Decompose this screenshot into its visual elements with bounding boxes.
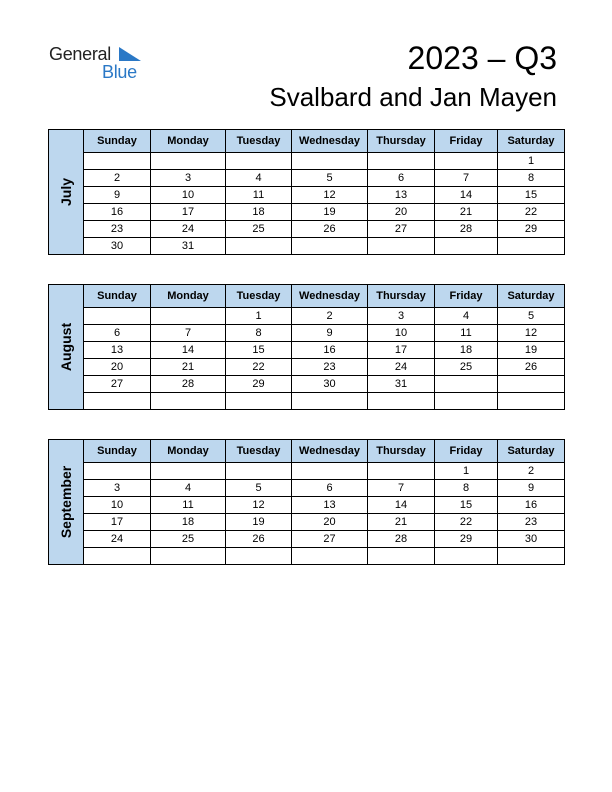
day-cell [151, 393, 226, 410]
page-title: 2023 – Q3 [407, 40, 557, 76]
weekday-header: Wednesday [292, 130, 368, 153]
day-cell [84, 463, 151, 480]
day-cell: 25 [435, 359, 498, 376]
day-cell: 1 [226, 308, 292, 325]
week-row [49, 170, 565, 187]
day-cell: 14 [368, 497, 435, 514]
day-cell: 19 [226, 514, 292, 531]
day-cell: 29 [226, 376, 292, 393]
day-cell: 20 [368, 204, 435, 221]
day-cell: 23 [84, 221, 151, 238]
day-cell [292, 463, 368, 480]
day-cell: 30 [498, 531, 565, 548]
day-cell: 31 [151, 238, 226, 255]
day-cell: 25 [226, 221, 292, 238]
weekday-header: Friday [435, 285, 498, 308]
day-cell [435, 153, 498, 170]
weekday-header: Sunday [84, 285, 151, 308]
week-row [49, 463, 565, 480]
day-cell [226, 153, 292, 170]
weekday-header: Monday [151, 130, 226, 153]
day-cell: 20 [292, 514, 368, 531]
day-cell: 25 [151, 531, 226, 548]
weekday-header-row [49, 130, 565, 153]
week-row [49, 325, 565, 342]
logo [49, 44, 159, 84]
day-cell: 15 [498, 187, 565, 204]
day-cell: 11 [435, 325, 498, 342]
day-cell [292, 238, 368, 255]
day-cell: 21 [368, 514, 435, 531]
day-cell: 13 [368, 187, 435, 204]
weekday-header: Tuesday [226, 440, 292, 463]
week-row [49, 221, 565, 238]
day-cell [498, 376, 565, 393]
day-cell [368, 393, 435, 410]
day-cell: 30 [292, 376, 368, 393]
day-cell: 11 [151, 497, 226, 514]
day-cell: 12 [498, 325, 565, 342]
day-cell: 9 [84, 187, 151, 204]
week-row [49, 480, 565, 497]
week-row [49, 359, 565, 376]
day-cell [435, 393, 498, 410]
page-subtitle: Svalbard and Jan Mayen [269, 82, 557, 112]
weekday-header-row [49, 440, 565, 463]
day-cell: 26 [498, 359, 565, 376]
day-cell [226, 393, 292, 410]
month-calendar-september [48, 439, 564, 565]
week-row [49, 548, 565, 565]
month-label-cell [49, 285, 84, 410]
day-cell: 17 [368, 342, 435, 359]
day-cell: 20 [84, 359, 151, 376]
day-cell: 26 [292, 221, 368, 238]
day-cell: 27 [368, 221, 435, 238]
day-cell: 16 [498, 497, 565, 514]
week-row [49, 531, 565, 548]
day-cell: 5 [226, 480, 292, 497]
day-cell [226, 548, 292, 565]
weekday-header: Thursday [368, 130, 435, 153]
day-cell [151, 308, 226, 325]
day-cell [368, 463, 435, 480]
day-cell [435, 238, 498, 255]
day-cell: 23 [498, 514, 565, 531]
day-cell: 22 [498, 204, 565, 221]
calendar-table [48, 284, 565, 410]
day-cell: 2 [498, 463, 565, 480]
day-cell: 28 [151, 376, 226, 393]
week-row [49, 153, 565, 170]
month-name: September [58, 465, 74, 539]
day-cell [368, 548, 435, 565]
day-cell: 12 [292, 187, 368, 204]
day-cell: 24 [151, 221, 226, 238]
weekday-header: Sunday [84, 440, 151, 463]
day-cell: 30 [84, 238, 151, 255]
day-cell: 19 [292, 204, 368, 221]
month-calendar-july [48, 129, 564, 255]
week-row [49, 238, 565, 255]
weekday-header: Tuesday [226, 285, 292, 308]
week-row [49, 376, 565, 393]
day-cell: 8 [498, 170, 565, 187]
day-cell: 5 [292, 170, 368, 187]
day-cell [84, 153, 151, 170]
day-cell: 11 [226, 187, 292, 204]
day-cell: 15 [435, 497, 498, 514]
day-cell: 7 [368, 480, 435, 497]
day-cell: 24 [84, 531, 151, 548]
month-calendar-august [48, 284, 564, 410]
day-cell: 22 [435, 514, 498, 531]
day-cell [368, 238, 435, 255]
day-cell: 13 [84, 342, 151, 359]
day-cell [151, 548, 226, 565]
day-cell: 12 [226, 497, 292, 514]
day-cell: 17 [151, 204, 226, 221]
month-label-cell [49, 130, 84, 255]
day-cell: 19 [498, 342, 565, 359]
day-cell: 21 [435, 204, 498, 221]
day-cell [151, 153, 226, 170]
day-cell: 28 [368, 531, 435, 548]
weekday-header: Wednesday [292, 440, 368, 463]
day-cell: 6 [292, 480, 368, 497]
week-row [49, 308, 565, 325]
weekday-header: Sunday [84, 130, 151, 153]
day-cell: 31 [368, 376, 435, 393]
day-cell: 29 [435, 531, 498, 548]
week-row [49, 393, 565, 410]
day-cell: 16 [84, 204, 151, 221]
day-cell: 21 [151, 359, 226, 376]
day-cell: 4 [226, 170, 292, 187]
day-cell: 7 [151, 325, 226, 342]
day-cell [84, 548, 151, 565]
month-label-cell [49, 440, 84, 565]
day-cell: 27 [292, 531, 368, 548]
day-cell [435, 376, 498, 393]
day-cell: 8 [435, 480, 498, 497]
week-row [49, 497, 565, 514]
weekday-header: Tuesday [226, 130, 292, 153]
day-cell: 3 [368, 308, 435, 325]
day-cell: 8 [226, 325, 292, 342]
day-cell: 16 [292, 342, 368, 359]
day-cell: 4 [435, 308, 498, 325]
day-cell: 24 [368, 359, 435, 376]
day-cell [292, 548, 368, 565]
week-row [49, 342, 565, 359]
day-cell [292, 153, 368, 170]
weekday-header: Monday [151, 440, 226, 463]
day-cell: 6 [368, 170, 435, 187]
day-cell: 2 [292, 308, 368, 325]
day-cell [292, 393, 368, 410]
day-cell [151, 463, 226, 480]
day-cell: 28 [435, 221, 498, 238]
day-cell [368, 153, 435, 170]
day-cell: 17 [84, 514, 151, 531]
day-cell: 3 [151, 170, 226, 187]
weekday-header-row [49, 285, 565, 308]
day-cell: 10 [151, 187, 226, 204]
day-cell [498, 548, 565, 565]
calendar-table [48, 439, 565, 565]
day-cell [226, 463, 292, 480]
day-cell: 4 [151, 480, 226, 497]
weekday-header: Friday [435, 440, 498, 463]
day-cell: 18 [435, 342, 498, 359]
day-cell: 1 [498, 153, 565, 170]
week-row [49, 204, 565, 221]
day-cell: 6 [84, 325, 151, 342]
day-cell: 13 [292, 497, 368, 514]
day-cell [498, 393, 565, 410]
day-cell: 5 [498, 308, 565, 325]
day-cell [498, 238, 565, 255]
flag-triangle-icon [119, 47, 141, 61]
day-cell: 18 [151, 514, 226, 531]
calendar-table [48, 129, 565, 255]
weekday-header: Monday [151, 285, 226, 308]
day-cell [226, 238, 292, 255]
week-row [49, 514, 565, 531]
day-cell: 14 [435, 187, 498, 204]
weekday-header: Friday [435, 130, 498, 153]
day-cell [84, 393, 151, 410]
month-name: July [58, 177, 74, 207]
day-cell: 10 [84, 497, 151, 514]
weekday-header: Saturday [498, 285, 565, 308]
day-cell: 14 [151, 342, 226, 359]
day-cell [84, 308, 151, 325]
weekday-header: Wednesday [292, 285, 368, 308]
weekday-header: Saturday [498, 130, 565, 153]
day-cell: 9 [498, 480, 565, 497]
week-row [49, 187, 565, 204]
day-cell: 9 [292, 325, 368, 342]
day-cell: 1 [435, 463, 498, 480]
day-cell: 22 [226, 359, 292, 376]
month-name: August [58, 322, 74, 372]
day-cell: 18 [226, 204, 292, 221]
day-cell [435, 548, 498, 565]
weekday-header: Saturday [498, 440, 565, 463]
day-cell: 27 [84, 376, 151, 393]
day-cell: 15 [226, 342, 292, 359]
logo-word-general: General [49, 44, 111, 64]
day-cell: 3 [84, 480, 151, 497]
day-cell: 29 [498, 221, 565, 238]
day-cell: 2 [84, 170, 151, 187]
weekday-header: Thursday [368, 285, 435, 308]
logo-word-blue: Blue [102, 62, 137, 82]
day-cell: 26 [226, 531, 292, 548]
day-cell: 10 [368, 325, 435, 342]
weekday-header: Thursday [368, 440, 435, 463]
day-cell: 23 [292, 359, 368, 376]
day-cell: 7 [435, 170, 498, 187]
